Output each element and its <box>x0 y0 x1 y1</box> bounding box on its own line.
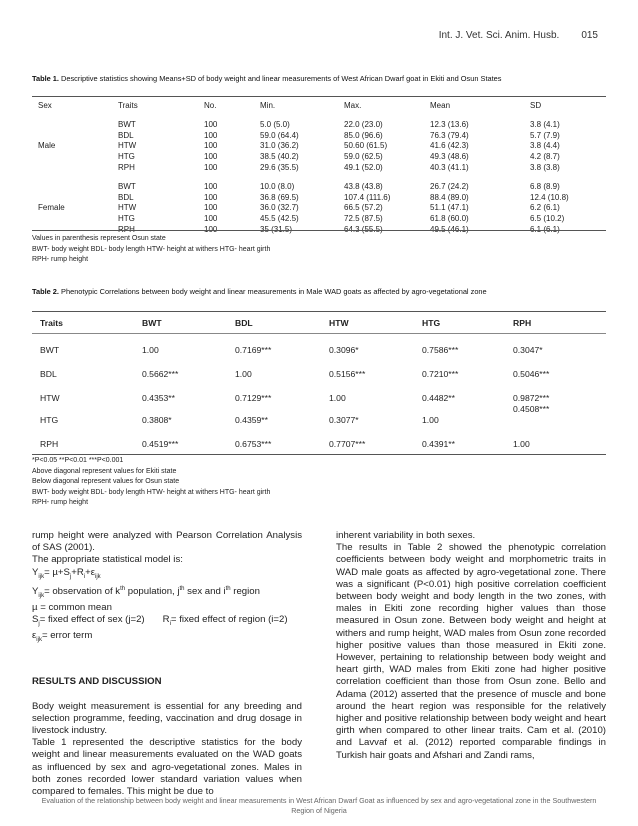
model-intro: The appropriate statistical model is: <box>32 554 183 566</box>
table1-cell: 3.8 (4.4) <box>530 141 560 151</box>
table2-bottom-rule <box>32 454 606 455</box>
table1-top-rule <box>32 96 606 97</box>
table1-header-cell: Mean <box>430 101 451 110</box>
table1-cell: 100 <box>204 130 218 140</box>
table2-row-label: BDL <box>40 369 57 379</box>
table1-note: Values in parenthesis represent Osun state <box>32 235 166 242</box>
table1-cell: BDL <box>118 130 134 140</box>
table1-cell: 50.60 (61.5) <box>344 141 388 151</box>
page-footer: Evaluation of the relationship between body weight and linear measurements in West African Dwarf Goat as influenced by sex and agro-vegetational zone in the Southwestern Region of Nigeria <box>41 796 597 815</box>
table2-header-rule <box>32 333 606 334</box>
table2-cell: 1.00 <box>513 439 530 449</box>
table1-cell: 49.5 (46.1) <box>430 224 469 234</box>
table1-cell: 10.0 (8.0) <box>260 181 295 191</box>
table1-cell: 59.0 (64.4) <box>260 130 299 140</box>
table2-cell: 0.4391** <box>422 439 455 449</box>
table2-cell: 0.3808* <box>142 415 172 425</box>
table1-cell: BWT <box>118 119 136 129</box>
table2-caption-label: Table 2. <box>32 287 59 296</box>
journal-name: Int. J. Vet. Sci. Anim. Husb. <box>438 30 560 41</box>
table2-cell: 0.9872*** <box>513 393 550 403</box>
table2-cell: 1.00 <box>142 345 159 355</box>
table2-header-cell: BWT <box>142 318 162 328</box>
table1 <box>32 101 606 236</box>
table1-cell: 5.7 (7.9) <box>530 130 560 140</box>
table1-header-cell: Traits <box>118 101 138 110</box>
table1-header-cell: Min. <box>260 101 276 110</box>
table2-cell: 1.00 <box>422 415 439 425</box>
table2-cell: 0.6753*** <box>235 439 272 449</box>
table2-cell: 0.4353** <box>142 393 175 403</box>
table1-cell: 64.3 (55.5) <box>344 224 383 234</box>
table1-row <box>32 203 606 214</box>
table1-cell: 36.8 (69.5) <box>260 192 299 202</box>
model-definition-s-r: $S_j=$ fixed effect of sex (j=2) $R_i=$ fixed effect of region (i=2) <box>32 614 288 628</box>
table1-cell: 31.0 (36.2) <box>260 141 299 151</box>
table1-cell: RPH <box>118 162 135 172</box>
table1-sex-cell <box>32 182 118 193</box>
table2-caption <box>32 287 487 296</box>
model-definition-error: $\varepsilon_{ijk}=$ error term <box>32 630 93 644</box>
table1-cell: BDL <box>118 192 134 202</box>
right-paragraph-1: inherent variability in both sexes. <box>336 530 476 541</box>
section-heading: RESULTS AND DISCUSSION <box>32 676 162 688</box>
table2-cell: 0.3096* <box>329 345 359 355</box>
table1-cell: 51.1 (47.1) <box>430 203 469 213</box>
table2-cell: 0.4359** <box>235 415 268 425</box>
table1-cell: RPH <box>118 224 135 234</box>
table1-cell: 45.5 (42.5) <box>260 214 299 224</box>
table2-cell: 0.4508*** <box>513 404 550 414</box>
table1-cell: HTG <box>118 214 135 224</box>
table2-row-label: HTW <box>40 393 60 403</box>
table1-row <box>32 120 606 131</box>
table2-cell: 0.5156*** <box>329 369 366 379</box>
table1-cell: 38.5 (40.2) <box>260 152 299 162</box>
table1-cell: 49.3 (48.6) <box>430 152 469 162</box>
table1-cell: 29.6 (35.5) <box>260 162 299 172</box>
table2-header-cell: HTG <box>422 318 441 328</box>
table1-sex-cell: Female <box>38 203 65 213</box>
table1-cell: 107.4 (111.6) <box>344 192 391 202</box>
model-equation: $Y_{ijk}= \mu+S_j+R_i+\varepsilon_{ijk}$ <box>32 566 101 580</box>
table1-cell: 12.3 (13.6) <box>430 119 469 129</box>
table1-cell: 6.1 (6.1) <box>530 224 560 234</box>
table2-note: *P<0.05 **P<0.01 ***P<0.001 <box>32 457 124 464</box>
table1-cell: 6.2 (6.1) <box>530 203 560 213</box>
right-paragraph-2: The results in Table 2 showed the phenotypic correlation coefficients between body weight and morphometric traits in WAD male goats as affected by agro-vegetational zone. There was a significant (P<0.01) high positive correlation coefficient between body weight and body length in the two zones, with males in Ekiti zone recording higher values than those measured in Osun zone. Between body weight and height at withers and rump height, WAD males from Osun zone recorded higher positive values than those measured in Ekiti zone. However, pertaining to relationship between body weight and heart girth, WAD males from Ekiti zone had higher positive correlation coefficient than those from Osun zone. Bello and Adama (2012) asserted that the presence of muscle and bone around the heart region was responsible for the relatively higher and positive relationship between body weight and heart girth when compared to other linear traits. Cam et al. (2010) and Lavvaf et al. (2012) reported comparable findings in Turkish hair goats and Afshari and Zandi rams, <box>336 542 606 761</box>
table1-row <box>32 141 606 152</box>
table1-sex-cell <box>32 131 118 142</box>
table2-cell: 0.7129*** <box>235 393 272 403</box>
table2-cell: 0.4482** <box>422 393 455 403</box>
table1-caption <box>32 74 501 83</box>
table1-cell: 6.5 (10.2) <box>530 214 565 224</box>
table1-row <box>32 182 606 193</box>
table1-row <box>32 152 606 163</box>
table1-cell: HTW <box>118 141 137 151</box>
table2-cell: 0.5046*** <box>513 369 550 379</box>
table2-header-cell: HTW <box>329 318 349 328</box>
table1-note: RPH- rump height <box>32 256 89 263</box>
table1-note: BWT- body weight BDL- body length HTW- height at withers HTG- heart girth <box>32 245 271 253</box>
table1-cell: BWT <box>118 181 136 191</box>
table2-caption-text: Phenotypic Correlations between body weight and linear measurements in Male WAD goats as affected by agro-vegetational zone <box>58 287 487 296</box>
table2-header-cell: BDL <box>235 318 253 328</box>
table1-row <box>32 163 606 174</box>
table2-row-label: RPH <box>40 439 59 449</box>
table1-row <box>32 214 606 225</box>
table2-note: RPH- rump height <box>32 499 89 506</box>
running-header <box>439 30 598 41</box>
table1-cell: 3.8 (4.1) <box>530 119 560 129</box>
table2-row-label: BWT <box>40 345 60 355</box>
table2-cell: 0.7707*** <box>329 439 366 449</box>
table1-caption-text: Descriptive statistics showing Means+SD of body weight and linear measurements of West African Dwarf goat in Ekiti and Osun States <box>58 74 502 83</box>
left-intro-paragraph: rump height were analyzed with Pearson Correlation Analysis of SAS (2001). <box>32 530 302 554</box>
table2-cell: 0.7586*** <box>422 345 459 355</box>
table1-row <box>32 193 606 204</box>
table1-row <box>32 131 606 142</box>
table2-cell: 0.3077* <box>329 415 359 425</box>
table1-sex-cell <box>32 120 118 131</box>
table1-cell: 100 <box>204 214 218 224</box>
table1-cell: HTW <box>118 203 137 213</box>
table2-cell: 0.7169*** <box>235 345 272 355</box>
table2-header-cell: Traits <box>40 318 63 328</box>
table2-cell: 0.7210*** <box>422 369 459 379</box>
table1-cell: 100 <box>204 181 218 191</box>
table1-cell: 72.5 (87.5) <box>344 214 383 224</box>
table2-note: Above diagonal represent values for Ekiti state <box>32 467 177 475</box>
table1-cell: 100 <box>204 203 218 213</box>
table1-cell: 85.0 (96.6) <box>344 130 383 140</box>
results-paragraph-1: Body weight measurement is essential for any breeding and selection programme, feeding, vaccination and drug dosage in livestock industry. <box>32 700 302 737</box>
table1-header-cell: Max. <box>344 101 362 110</box>
table2-cell: 1.00 <box>329 393 346 403</box>
table1-cell: 88.4 (89.0) <box>430 192 469 202</box>
table1-cell: 4.2 (8.7) <box>530 152 560 162</box>
table1-header-cell: Sex <box>38 101 52 110</box>
table2-cell: 0.3047* <box>513 345 543 355</box>
table1-cell: 61.8 (60.0) <box>430 214 469 224</box>
table1-header-cell: SD <box>530 101 542 110</box>
table1-cell: 100 <box>204 224 218 234</box>
table1-cell: HTG <box>118 152 135 162</box>
table2-row-label: HTG <box>40 415 59 425</box>
table1-cell: 66.5 (57.2) <box>344 203 383 213</box>
table2-cell: 0.4519*** <box>142 439 179 449</box>
table1-cell: 3.8 (3.8) <box>530 162 560 172</box>
table1-sex-cell <box>32 152 118 163</box>
table1-cell: 40.3 (41.1) <box>430 162 469 172</box>
table1-cell: 76.3 (79.4) <box>430 130 469 140</box>
right-column <box>336 530 606 762</box>
table1-header-cell: No. <box>204 101 217 110</box>
left-column <box>32 530 302 798</box>
table1-cell: 5.0 (5.0) <box>260 119 290 129</box>
table1-cell: 100 <box>204 141 218 151</box>
table2-notes <box>32 456 270 509</box>
table2-cell: 0.5662*** <box>142 369 179 379</box>
table1-cell: 36.0 (32.7) <box>260 203 299 213</box>
table1-sex-cell <box>32 163 118 174</box>
table1-header-row <box>32 101 606 112</box>
table1-cell: 41.6 (42.3) <box>430 141 469 151</box>
table1-cell: 26.7 (24.2) <box>430 181 469 191</box>
table2-header-cell: RPH <box>513 318 532 328</box>
table1-cell: 12.4 (10.8) <box>530 192 569 202</box>
table1-cell: 22.0 (23.0) <box>344 119 383 129</box>
table1-caption-label: Table 1. <box>32 74 59 83</box>
table1-sex-cell: Male <box>38 141 56 151</box>
table1-cell: 100 <box>204 152 218 162</box>
results-paragraph-2: Table 1 represented the descriptive statistics for the body weight and linear measurements evaluated on the WAD goats as influenced by sex and agro-vegetational zones. Males in both zones recorded lower standard variation values when compared to females. This might be due to <box>32 737 302 798</box>
table1-bottom-rule <box>32 230 606 231</box>
table1-cell: 100 <box>204 119 218 129</box>
table1-cell: 43.8 (43.8) <box>344 181 383 191</box>
table1-cell: 100 <box>204 162 218 172</box>
table1-notes <box>32 234 270 266</box>
page-number: 015 <box>581 30 598 41</box>
model-definition-mu: µ = common mean <box>32 602 112 614</box>
table1-sex-cell <box>32 214 118 225</box>
table2-cell: 1.00 <box>235 369 252 379</box>
table1-cell: 59.0 (62.5) <box>344 152 383 162</box>
table1-cell: 35 (31.5) <box>260 224 293 234</box>
table2-note: BWT- body weight BDL- body length HTW- height at withers HTG- heart girth <box>32 488 271 496</box>
table1-cell: 49.1 (52.0) <box>344 162 383 172</box>
table1-sex-cell <box>32 193 118 204</box>
model-definition-y: $Y_{ijk}=$ observation of $k^{th}$ population, $j^{th}$ sex and $i^{th}$ region <box>32 585 260 599</box>
table2-note: Below diagonal represent values for Osun state <box>32 478 180 485</box>
table1-cell: 6.8 (8.9) <box>530 181 560 191</box>
table1-cell: 100 <box>204 192 218 202</box>
